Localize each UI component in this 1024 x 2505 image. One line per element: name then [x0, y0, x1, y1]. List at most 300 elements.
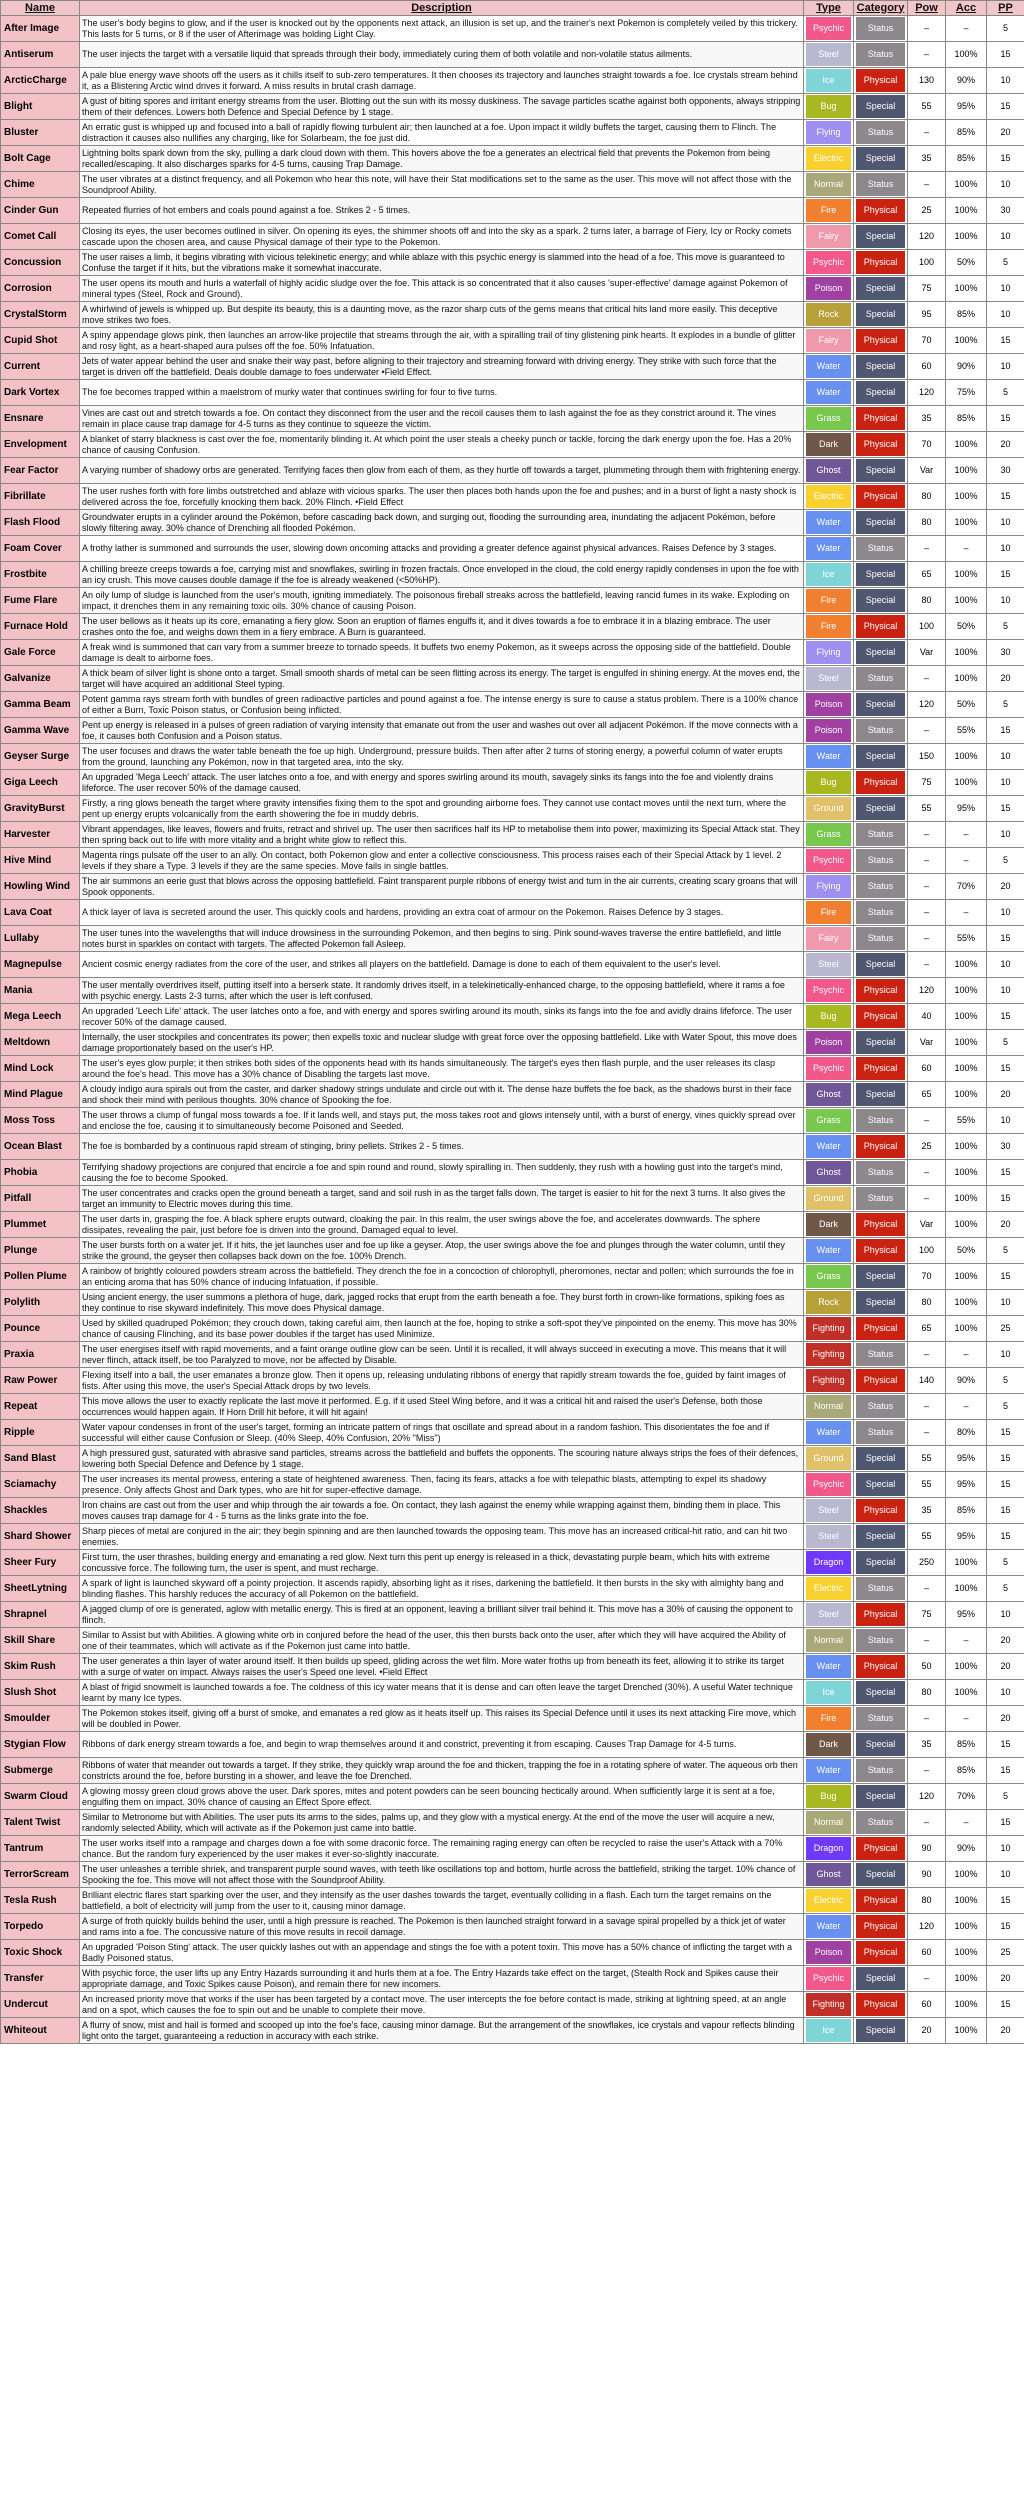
move-type	[804, 1290, 854, 1316]
move-type	[804, 1550, 854, 1576]
move-type	[804, 328, 854, 354]
move-power: 80	[908, 1680, 946, 1706]
move-power: –	[908, 900, 946, 926]
move-pp: 5	[987, 1394, 1024, 1420]
move-accuracy: –	[946, 848, 987, 874]
move-power: –	[908, 822, 946, 848]
move-name: Geyser Surge	[1, 744, 80, 770]
move-category	[854, 1394, 908, 1420]
move-type	[804, 770, 854, 796]
move-category-badge: Special	[856, 1031, 905, 1054]
move-type	[804, 1212, 854, 1238]
move-power: 25	[908, 198, 946, 224]
move-name: Fume Flare	[1, 588, 80, 614]
move-description: The user energises itself with rapid movements, and a faint orange outline glow can be seen. Until it is recalled, it will always succeed in executing a move. This means that it will never flinch, attack itself, be too Paralyzed to move, nor be affected by Disable.	[80, 1342, 804, 1368]
move-description: An upgraded 'Poison Sting' attack. The user quickly lashes out with an appendage and stings the foe with a potent toxin. This move has a 50% chance of inflicting the target with a Badly Poisoned status.	[80, 1940, 804, 1966]
header-accuracy[interactable]: Acc	[946, 1, 987, 16]
move-power: 80	[908, 1888, 946, 1914]
move-category	[854, 1940, 908, 1966]
move-category-badge: Special	[856, 459, 905, 482]
move-category-badge: Status	[856, 1811, 905, 1834]
table-row	[1, 198, 1024, 224]
move-name: Submerge	[1, 1758, 80, 1784]
move-type-badge: Normal	[806, 173, 851, 196]
move-description: Ribbons of dark energy stream towards a foe, and begin to wrap themselves around it and constrict, preventing it from escaping. Causes Trap Damage for 4-5 turns.	[80, 1732, 804, 1758]
move-category	[854, 458, 908, 484]
move-power: 70	[908, 432, 946, 458]
move-pp: 10	[987, 1290, 1024, 1316]
move-category	[854, 796, 908, 822]
move-description: The user's eyes glow purple; it then strikes both sides of the opponents head with its hands simultaneously. The target's eyes then flash purple, and the user releases its clasp around the foe's head. This move has a 30% chance of Disabling the targets last move.	[80, 1056, 804, 1082]
move-description: First turn, the user thrashes, building energy and emanating a red glow. Next turn this pent up energy is released in a thick, devastating purple beam, which hits with extreme concussive force. The following turn, the user is spent, and must recharge.	[80, 1550, 804, 1576]
move-type-badge: Psychic	[806, 849, 851, 872]
move-power: –	[908, 874, 946, 900]
move-name: Skill Share	[1, 1628, 80, 1654]
move-category	[854, 94, 908, 120]
move-type-badge: Electric	[806, 147, 851, 170]
move-accuracy: 100%	[946, 432, 987, 458]
move-type-badge: Fire	[806, 589, 851, 612]
move-type-badge: Dark	[806, 1213, 851, 1236]
move-pp: 20	[987, 1706, 1024, 1732]
move-category	[854, 1290, 908, 1316]
move-name: Fibrillate	[1, 484, 80, 510]
move-power: 140	[908, 1368, 946, 1394]
move-accuracy: –	[946, 1810, 987, 1836]
move-type-badge: Water	[806, 745, 851, 768]
move-type-badge: Ghost	[806, 459, 851, 482]
move-pp: 20	[987, 666, 1024, 692]
move-type	[804, 1654, 854, 1680]
move-name: Transfer	[1, 1966, 80, 1992]
move-pp: 15	[987, 1758, 1024, 1784]
move-power: Var	[908, 458, 946, 484]
table-row	[1, 770, 1024, 796]
move-category-badge: Physical	[856, 1889, 905, 1912]
move-category-badge: Special	[856, 95, 905, 118]
move-power: –	[908, 1186, 946, 1212]
move-power: 90	[908, 1836, 946, 1862]
move-category	[854, 1576, 908, 1602]
move-name: Fear Factor	[1, 458, 80, 484]
move-category-badge: Special	[856, 1967, 905, 1990]
move-power: 120	[908, 978, 946, 1004]
move-description: A pale blue energy wave shoots off the users as it chills itself to sub-zero temperatures. It then chooses its trajectory and launches straight towards a foe. Ice crystals stream behind it, as a Blistering Arctic wind drives it forward. A miss results in brutal crash damage.	[80, 68, 804, 94]
move-name: SheetLytning	[1, 1576, 80, 1602]
move-type	[804, 42, 854, 68]
move-pp: 30	[987, 640, 1024, 666]
move-type	[804, 1004, 854, 1030]
move-category	[854, 354, 908, 380]
move-type	[804, 224, 854, 250]
move-accuracy: 100%	[946, 1056, 987, 1082]
move-type	[804, 302, 854, 328]
move-power: 120	[908, 224, 946, 250]
move-accuracy: 100%	[946, 510, 987, 536]
move-accuracy: 100%	[946, 770, 987, 796]
table-row	[1, 536, 1024, 562]
move-category-badge: Physical	[856, 199, 905, 222]
move-type	[804, 1472, 854, 1498]
move-description: Similar to Assist but with Abilities. A glowing white orb in conjured before the head of the user, this then bursts back onto the user, after which they will have acquired the Ability of one of their teammates, which will activate as if the Pokemon just came into battle.	[80, 1628, 804, 1654]
move-type	[804, 692, 854, 718]
move-type	[804, 874, 854, 900]
move-category	[854, 640, 908, 666]
move-description: A glowing mossy green cloud grows above the user. Dark spores, mites and potent powders can be seen bouncing hectically around. When sufficiently large it is sent at a foe, engulfing them on impact. 30% chance of causing an Effect Spore effect.	[80, 1784, 804, 1810]
move-accuracy: 85%	[946, 406, 987, 432]
move-pp: 15	[987, 1160, 1024, 1186]
move-pp: 10	[987, 770, 1024, 796]
move-type	[804, 1446, 854, 1472]
move-category-badge: Physical	[856, 1915, 905, 1938]
table-row	[1, 978, 1024, 1004]
move-description: Groundwater erupts in a cylinder around the Pokémon, before cascading back down, and surging out, flooding the surrounding area, inundating the adjacent Pokémon, before slowly filtering away. 30% chance of Drenching all flooded Pokémon.	[80, 510, 804, 536]
move-type	[804, 1108, 854, 1134]
table-row	[1, 1342, 1024, 1368]
move-type	[804, 1264, 854, 1290]
move-category-badge: Status	[856, 173, 905, 196]
table-row	[1, 1186, 1024, 1212]
move-type	[804, 1862, 854, 1888]
move-type-badge: Fighting	[806, 1369, 851, 1392]
move-type-badge: Ice	[806, 2019, 851, 2042]
move-description: Sharp pieces of metal are conjured in the air; they begin spinning and are then launched towards the opposing team. This move has an increased critical-hit ratio, and can hit two enemies.	[80, 1524, 804, 1550]
move-category-badge: Physical	[856, 1603, 905, 1626]
move-pp: 15	[987, 1888, 1024, 1914]
move-accuracy: 90%	[946, 68, 987, 94]
move-pp: 20	[987, 1082, 1024, 1108]
move-power: 75	[908, 1602, 946, 1628]
move-power: 150	[908, 744, 946, 770]
move-type-badge: Water	[806, 511, 851, 534]
move-name: Polylith	[1, 1290, 80, 1316]
move-power: 35	[908, 1732, 946, 1758]
move-description: Pent up energy is released in a pulses of green radiation of varying intensity that emanate out from the user and washes out over all adjacent Pokémon. If the move connects with a foe, it causes both Confusion and a Poison status.	[80, 718, 804, 744]
move-type-badge: Poison	[806, 1031, 851, 1054]
move-power: 20	[908, 2018, 946, 2044]
move-category-badge: Physical	[856, 1135, 905, 1158]
move-description: An oily lump of sludge is launched from the user's mouth, igniting immediately. The poisonous fireball streaks across the battlefield, leaving rancid fumes in its wake. Exploding on impact, it drenches them in any remaining toxic oils. 30% chance of causing Poison.	[80, 588, 804, 614]
move-type-badge: Fighting	[806, 1317, 851, 1340]
table-row	[1, 1238, 1024, 1264]
move-power: 130	[908, 68, 946, 94]
move-type-badge: Flying	[806, 875, 851, 898]
move-accuracy: 85%	[946, 1498, 987, 1524]
move-type	[804, 250, 854, 276]
move-type-badge: Water	[806, 1915, 851, 1938]
move-pp: 5	[987, 1238, 1024, 1264]
move-accuracy: –	[946, 1342, 987, 1368]
move-accuracy: 100%	[946, 1082, 987, 1108]
move-type-badge: Poison	[806, 693, 851, 716]
move-name: Skim Rush	[1, 1654, 80, 1680]
move-description: A chilling breeze creeps towards a foe, carrying mist and snowflakes, swirling in frozen fractals. Once enveloped in the cloud, the cold energy rapidly condenses in upon the foe with an icy crush. This move causes double damage if the foe is already weakened (<50%HP).	[80, 562, 804, 588]
move-type	[804, 1810, 854, 1836]
move-category	[854, 510, 908, 536]
move-power: 75	[908, 770, 946, 796]
move-type-badge: Flying	[806, 641, 851, 664]
move-type-badge: Ghost	[806, 1161, 851, 1184]
move-description: A jagged clump of ore is generated, aglow with metallic energy. This is fired at an opponent, leaving a brilliant silver trail behind it. This move has a 30% of causing the opponent to flinch.	[80, 1602, 804, 1628]
move-pp: 10	[987, 978, 1024, 1004]
move-pp: 5	[987, 1030, 1024, 1056]
table-row	[1, 458, 1024, 484]
move-type	[804, 1732, 854, 1758]
table-row	[1, 1836, 1024, 1862]
move-pp: 10	[987, 1342, 1024, 1368]
header-type[interactable]: Type	[804, 1, 854, 16]
move-description: The user works itself into a rampage and charges down a foe with some draconic force. The remaining raging energy can often be recycled to raise the user's Attack with a 70% chance. But the random fury experienced by the user makes it ever-so-slightly inaccurate.	[80, 1836, 804, 1862]
move-type-badge: Fairy	[806, 927, 851, 950]
table-row	[1, 1888, 1024, 1914]
move-category-badge: Physical	[856, 1213, 905, 1236]
move-name: Talent Twist	[1, 1810, 80, 1836]
move-accuracy: 85%	[946, 120, 987, 146]
move-category-badge: Special	[856, 147, 905, 170]
move-power: 65	[908, 562, 946, 588]
move-accuracy: 95%	[946, 1602, 987, 1628]
move-category-badge: Status	[856, 1707, 905, 1730]
move-description: The user increases its mental prowess, entering a state of heightened awareness. Then, facing its fears, attacks a foe with telepathic blasts, attempting to expel its shadowy presence. Only affects Ghost and Dark types, who are hit for super-effective damage.	[80, 1472, 804, 1498]
table-row	[1, 328, 1024, 354]
move-category-badge: Physical	[856, 329, 905, 352]
move-power: –	[908, 666, 946, 692]
header-name[interactable]: Name	[1, 1, 80, 16]
table-row	[1, 1784, 1024, 1810]
move-description: Using ancient energy, the user summons a plethora of huge, dark, jagged rocks that erupt from the earth beneath a foe. They burst forth in crown-like formations, spiking foes as they continue to rise skyward indefinitely. This move does Physical damage.	[80, 1290, 804, 1316]
move-category-badge: Special	[856, 381, 905, 404]
move-category-badge: Status	[856, 1343, 905, 1366]
move-power: 55	[908, 1524, 946, 1550]
move-power: 80	[908, 484, 946, 510]
move-pp: 15	[987, 1186, 1024, 1212]
move-type-badge: Poison	[806, 1941, 851, 1964]
move-category	[854, 848, 908, 874]
move-category	[854, 1446, 908, 1472]
move-category-badge: Special	[856, 1473, 905, 1496]
move-category-badge: Physical	[856, 979, 905, 1002]
move-type	[804, 614, 854, 640]
move-accuracy: 100%	[946, 1680, 987, 1706]
move-category	[854, 432, 908, 458]
move-category	[854, 1732, 908, 1758]
table-row	[1, 406, 1024, 432]
move-pp: 15	[987, 1732, 1024, 1758]
move-type-badge: Psychic	[806, 1967, 851, 1990]
move-power: Var	[908, 1212, 946, 1238]
table-row	[1, 1524, 1024, 1550]
move-accuracy: 100%	[946, 42, 987, 68]
move-accuracy: 80%	[946, 1420, 987, 1446]
move-category-badge: Physical	[856, 1317, 905, 1340]
move-type	[804, 1940, 854, 1966]
table-row	[1, 1264, 1024, 1290]
table-row	[1, 68, 1024, 94]
move-type	[804, 1888, 854, 1914]
header-power[interactable]: Pow	[908, 1, 946, 16]
move-pp: 20	[987, 2018, 1024, 2044]
move-pp: 15	[987, 1472, 1024, 1498]
move-type-badge: Psychic	[806, 17, 851, 40]
move-pp: 10	[987, 276, 1024, 302]
move-category-badge: Status	[856, 1187, 905, 1210]
header-category[interactable]: Category	[854, 1, 908, 16]
move-category	[854, 1030, 908, 1056]
move-type	[804, 354, 854, 380]
move-category	[854, 484, 908, 510]
move-name: Comet Call	[1, 224, 80, 250]
move-accuracy: 100%	[946, 1134, 987, 1160]
move-category	[854, 328, 908, 354]
move-description: A gust of biting spores and irritant energy streams from the user. Blotting out the sun with its mossy duskiness. The savage particles scathe against both opponents, always stripping them of their defences. Lowers both Defence and Special Defence by 1 stage.	[80, 94, 804, 120]
move-type-badge: Ground	[806, 797, 851, 820]
table-row	[1, 874, 1024, 900]
header-description[interactable]: Description	[80, 1, 804, 16]
move-description: Iron chains are cast out from the user and whip through the air towards a foe. On contact, they lash against the enemy while wrapping against them, binding them in place. This moves causes trap damage for 4 - 5 turns as the links grate into the foe.	[80, 1498, 804, 1524]
move-pp: 20	[987, 1212, 1024, 1238]
move-accuracy: 55%	[946, 926, 987, 952]
move-power: 120	[908, 1914, 946, 1940]
move-type	[804, 276, 854, 302]
move-accuracy: 55%	[946, 1108, 987, 1134]
table-row	[1, 952, 1024, 978]
move-type-badge: Psychic	[806, 1057, 851, 1080]
move-category-badge: Status	[856, 849, 905, 872]
move-type-badge: Steel	[806, 1499, 851, 1522]
move-category	[854, 1550, 908, 1576]
move-category-badge: Physical	[856, 69, 905, 92]
move-power: 120	[908, 380, 946, 406]
move-type	[804, 1394, 854, 1420]
move-description: A spiny appendage glows pink, then launches an arrow-like projectile that streams through the air, with a spiralling trail of tiny glistening pink hearts. It explodes in a bundle of glitter and rosy light, as a heart-shaped aura pulses off the foe. 50% Infatuation.	[80, 328, 804, 354]
move-category	[854, 1316, 908, 1342]
move-category-badge: Special	[856, 1551, 905, 1574]
table-row	[1, 172, 1024, 198]
move-category	[854, 16, 908, 42]
move-power: –	[908, 120, 946, 146]
table-row	[1, 16, 1024, 42]
table-row	[1, 666, 1024, 692]
move-type	[804, 1160, 854, 1186]
move-name: Cinder Gun	[1, 198, 80, 224]
move-accuracy: –	[946, 1706, 987, 1732]
move-accuracy: 85%	[946, 1758, 987, 1784]
table-row	[1, 42, 1024, 68]
move-name: Bluster	[1, 120, 80, 146]
move-type-badge: Normal	[806, 1629, 851, 1652]
move-category	[854, 120, 908, 146]
move-pp: 5	[987, 380, 1024, 406]
move-name: GravityBurst	[1, 796, 80, 822]
move-type-badge: Normal	[806, 1395, 851, 1418]
move-type	[804, 458, 854, 484]
move-category-badge: Status	[856, 1577, 905, 1600]
move-power: 75	[908, 276, 946, 302]
move-description: Water vapour condenses in front of the user's target, forming an intricate pattern of rings that oscillate and spread about in a random fashion. This disorientates the foe and if successful will either cause Confusion or Sleep. (40% Sleep, 40% Confusion, 20% "Miss")	[80, 1420, 804, 1446]
move-accuracy: 100%	[946, 978, 987, 1004]
move-accuracy: 100%	[946, 666, 987, 692]
table-row	[1, 926, 1024, 952]
move-type	[804, 432, 854, 458]
move-pp: 30	[987, 1134, 1024, 1160]
move-category-badge: Status	[856, 1161, 905, 1184]
move-power: Var	[908, 1030, 946, 1056]
move-type-badge: Grass	[806, 823, 851, 846]
move-description: Used by skilled quadruped Pokémon; they crouch down, taking careful aim, then launch at the foe, hoping to strike a soft-spot they've pinpointed on the enemy. This move has 30% chance of causing Flinching, and its base power doubles if the target has used Minimize.	[80, 1316, 804, 1342]
move-type	[804, 1706, 854, 1732]
table-row	[1, 1290, 1024, 1316]
move-name: Mega Leech	[1, 1004, 80, 1030]
move-type	[804, 1914, 854, 1940]
move-accuracy: 100%	[946, 2018, 987, 2044]
move-power: –	[908, 1706, 946, 1732]
move-description: The user darts in, grasping the foe. A black sphere erupts outward, cloaking the pair. In this realm, the user swings above the foe, and accelerates downwards. The sphere dissipates, revealing the pair, just before foe is driven into the ground. Damaged equal to level.	[80, 1212, 804, 1238]
move-description: Terrifying shadowy projections are conjured that encircle a foe and spin round and round, slowly spiralling in. Then suddenly, they rush with a howling gust into the target's mind, causing the foe to become Spooked.	[80, 1160, 804, 1186]
move-description: Magenta rings pulsate off the user to an ally. On contact, both Pokemon glow and enter a collective consciousness. This process raises each of their Special Attack by 1 level. 2 levels if they share a Type. 3 levels if they are the same species. Move fails in single battles.	[80, 848, 804, 874]
move-category	[854, 1186, 908, 1212]
move-description: A varying number of shadowy orbs are generated. Terrifying faces then glow from each of them, as they hurtle off towards a target, plummeting through them with frightening energy.	[80, 458, 804, 484]
move-description: Flexing itself into a ball, the user emanates a bronze glow. Then it opens up, releasing undulating ribbons of energy that rapidly stream towards the foe, guided by faint images of fists. After using this move, the user's Special Attack drops by two levels.	[80, 1368, 804, 1394]
move-type-badge: Fire	[806, 901, 851, 924]
move-description: A high pressured gust, saturated with abrasive sand particles, streams across the battlefield and buffets the opponents. The scouring nature always strips the foes of their defences, lowering both Special Defence and Defence by 1 stage.	[80, 1446, 804, 1472]
table-row	[1, 276, 1024, 302]
move-power: 35	[908, 1498, 946, 1524]
move-accuracy: 100%	[946, 588, 987, 614]
move-category	[854, 900, 908, 926]
move-name: Torpedo	[1, 1914, 80, 1940]
move-category	[854, 1680, 908, 1706]
move-pp: 20	[987, 874, 1024, 900]
header-pp[interactable]: PP	[987, 1, 1024, 16]
move-category-badge: Physical	[856, 615, 905, 638]
move-pp: 15	[987, 718, 1024, 744]
move-category	[854, 1654, 908, 1680]
table-row	[1, 302, 1024, 328]
move-category-badge: Status	[856, 537, 905, 560]
move-type-badge: Electric	[806, 485, 851, 508]
move-description: An upgraded 'Leech Life' attack. The user latches onto a foe, and with energy and spores swirling around its mouth, sinks its fangs into the foe and avidly drains lifeforce. The user recover 50% of the damage caused.	[80, 1004, 804, 1030]
move-accuracy: 50%	[946, 692, 987, 718]
move-accuracy: 85%	[946, 302, 987, 328]
move-accuracy: 100%	[946, 198, 987, 224]
move-name: Furnace Hold	[1, 614, 80, 640]
move-accuracy: 100%	[946, 276, 987, 302]
move-category-badge: Special	[856, 589, 905, 612]
move-accuracy: –	[946, 1628, 987, 1654]
moves-table-body	[1, 16, 1024, 2044]
move-category-badge: Physical	[856, 251, 905, 274]
table-row	[1, 2018, 1024, 2044]
move-type	[804, 198, 854, 224]
move-name: Shard Shower	[1, 1524, 80, 1550]
move-pp: 15	[987, 328, 1024, 354]
move-power: 55	[908, 796, 946, 822]
move-power: 60	[908, 1940, 946, 1966]
move-name: Cupid Shot	[1, 328, 80, 354]
move-description: The user injects the target with a versatile liquid that spreads through their body, immediately curing them of both volatile and non-volatile status ailments.	[80, 42, 804, 68]
move-accuracy: 100%	[946, 484, 987, 510]
move-accuracy: –	[946, 1394, 987, 1420]
move-accuracy: 95%	[946, 1446, 987, 1472]
table-row	[1, 614, 1024, 640]
move-description: Ribbons of water that meander out towards a target. If they strike, they quickly wrap around the foe and thicken, trapping the foe in a rotating sphere of water. The aqueous orb then constricts around the foe, before bursting in a shower, and leave the foe Drenched.	[80, 1758, 804, 1784]
move-type	[804, 1134, 854, 1160]
move-pp: 10	[987, 900, 1024, 926]
move-name: Shrapnel	[1, 1602, 80, 1628]
move-type-badge: Dragon	[806, 1551, 851, 1574]
move-type-badge: Fighting	[806, 1343, 851, 1366]
move-type-badge: Water	[806, 1759, 851, 1782]
